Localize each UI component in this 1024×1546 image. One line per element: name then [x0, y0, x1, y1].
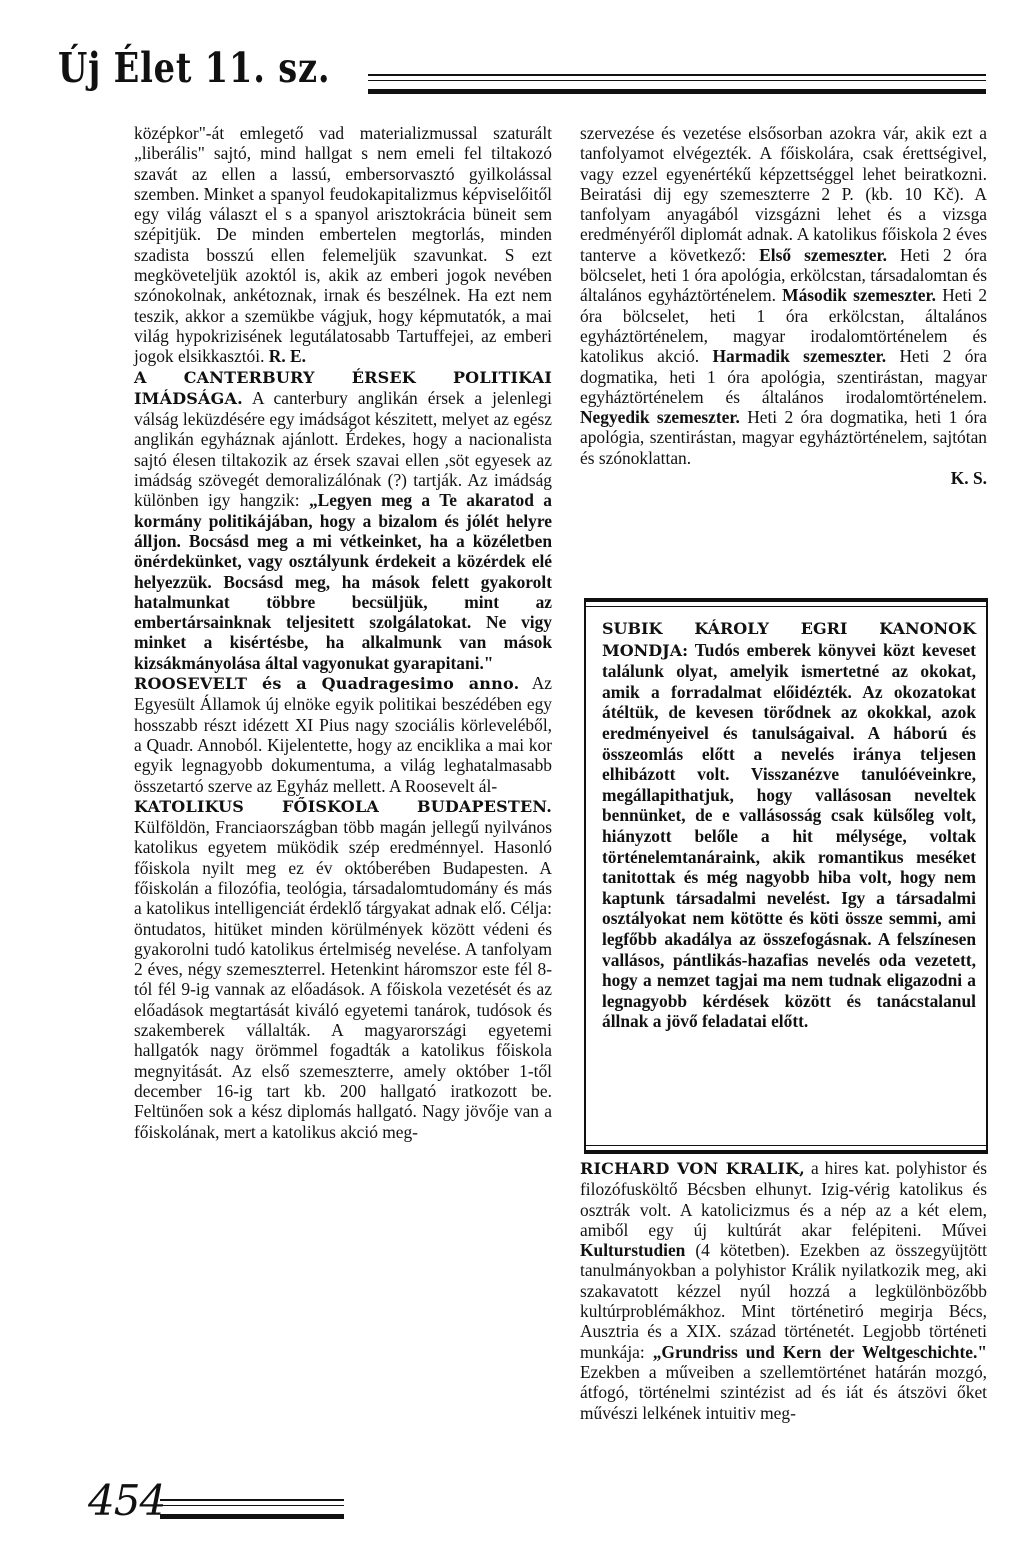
semester-4-text: Heti 2 óra dogmatika, heti 1 óra apológia, szentirástan, magyar egyháztörténelem, sajtótan és szónoklattan.: [580, 407, 987, 468]
left-p1-signature: R. E.: [268, 346, 306, 367]
left-column: [134, 123, 552, 1142]
left-paragraph-4: [134, 796, 552, 1142]
quote-box: [584, 598, 988, 1154]
left-paragraph-2: [134, 367, 552, 673]
semester-1-text: Heti 2 óra bölcselet, heti 1 óra apológia, erkölcstan, társadalomtan és általános egyháztörténelem.: [580, 244, 987, 306]
curriculum-intro: szervezése és vezetése elsősorban azokra vár, akik ezt a tanfolyamot elvégezték. A főiskolára, csak érettségivel, vagy ezzel egyenértékű képzettséggel lehet beiratkozni. Beiratási dij egy szemeszterre 2 P. (kb. 10 Kč). A tanfolyam anyagából vizsgázni lehet és a vizsga eredményéről diplomát adnak. A katolikus főiskola 2 éves tanterve a következő:: [580, 123, 987, 265]
semester-2-text: Heti 2 óra bölcselet, heti 1 óra erkölcstan, általános egyháztörténelem, magyar irodalomtörténelem és katolikus akció.: [580, 285, 988, 367]
semester-1-label: Első szemeszter.: [759, 244, 887, 265]
kralik-paragraph: [580, 1158, 987, 1423]
catholic-college-text: Külföldön, Franciaországban több magán jellegű nyilvános katolikus egyetem müködik szép eredménnyel. Hasonló főiskola nyilt meg ez év októberében Budapesten. A főiskolán a filozófia, teológia, társadalomtudomány és más a katolikus intelligenciát érdeklő tárgyakat adnak elő. Célja: öntudatos, hitüket minden körülmények között védeni és gyakorolni tudó katolikus értelmiség nevelése. A tanfolyam 2 éves, négy szemeszterrel. Hetenkint háromszor este fél 8-tól fél 9-ig vannak az előadások. A főiskola vezetését és az előadások megtartását kiváló egyetemi tanárok, tudósok és szakemberek vállalták. A magyarországi egyetemi hallgatók nagy örömmel fogadták a katolikus főiskola megnyitását. Az első szemeszterre, amely október 1-től december 16-ig tart kb. 200 hallgató iratkozott be. Feltünően sok a kész diplomás hallgató. Nagy jövője van a főiskolának, mert a katolikus akció meg-: [134, 817, 552, 1142]
canterbury-prayer: „Legyen meg a Te akaratod a kormány politikájában, hogy a bizalom és jólét helyre álljon. Bocsásd meg a mi vétkeinket, ha a közéletben önérdekünket, vagy osztályunk érdekeit a közérdek elé helyezzük. Bocsásd meg, ha mások felett gyakorolt hatalmunkat többre becsüljük, mint az embertársainknak teljesitett szolgálatokat. Ne vigy minket a kisértésbe, ha alkalmunk van mások kizsákmányolása által vagyonukat gyarapitani.": [134, 490, 552, 673]
right-signature: K. S.: [950, 468, 987, 489]
kralik-heading: RICHARD VON KRALIK,: [580, 1159, 805, 1178]
right-paragraph-1: [580, 123, 987, 468]
canterbury-text: A canterbury anglikán érsek a jelenlegi válság leküzdésére egy imádságot készitett, melyet az egész anglikán egyháznak ajánlott. Érdekes, hogy a nacionalista sajtó élesen tiltakozik az érsek szavai ellen ,söt egyesek az imádság szövegét demoralizálónak (?) tartják. Az imádság különben igy hangzik:: [134, 387, 552, 511]
kralik-text-2: (4 kötetben). Ezekben az összegyüjtött tanulmányokban a polyhistor Králik nyilatkozik meg, aki szakavatott kézzel nyúl hozzá a legkülönbözőbb kultúrproblémákhoz. Mint történetiró megirja Bécs, Ausztria és a XIX. század történetét. Legjobb történeti munkája:: [580, 1240, 987, 1362]
kralik-work-2: „Grundriss und Kern der Weltgeschichte.": [652, 1341, 987, 1362]
semester-4-label: Negyedik szemeszter.: [580, 407, 740, 428]
semester-2-label: Második szemeszter.: [782, 285, 936, 306]
box-inner-rule-bottom: [586, 1145, 986, 1146]
quote-box-heading: SUBIK KÁROLY EGRI KANONOK MONDJA:: [602, 619, 976, 660]
roosevelt-heading: ROOSEVELT és a Quadragesimo anno.: [134, 674, 520, 694]
box-inner-rule-top: [586, 606, 986, 607]
right-lower-column: [580, 1158, 987, 1423]
canterbury-heading: A CANTERBURY ÉRSEK POLITIKAI IMÁDSÁGA.: [134, 367, 552, 408]
quote-box-body: Tudós emberek könyvei közt keveset találunk olyat, amelyik ismertetné az okokat, amik a forradalmat előidézték. Az okozatokat átéltük, de kevesen törődnek az okokkal, azok eredményeivel és tanulságaival. A háború és összeomlás előtt a nevelés iránya teljesen elhibázott volt. Visszanézve tanulóéveinkre, megállapithatjuk, hogy vallásosan neveltek bennünket, de e vallásosság csak külsőleg volt, hiányzott belőle a hit mélysége, voltak történelemtanáraink, akik romantikus meséket tanitottak és még nagyobb hiba volt, hogy nem kaptunk társadalmi nevelést. Igy a társadalmi osztályokat nem kötötte és köti össze semmi, ami legfőbb akadálya az összefogásnak. A felszínesen vallásos, pántlikás-hazafias nevelés oda vezetett, hogy a nemzet tagjai ma nem tudnak eligazodni a legnagyobb kérdések között és tanácstalanul állnak a jövő feladatai előtt.: [602, 639, 976, 1032]
masthead-rule: [368, 74, 986, 94]
quote-box-text: [602, 618, 976, 1032]
kralik-text-3: Ezekben a műveiben a szellemtörténet határán mozgó, átfogó, történelmi szintézist ad és iát és átszövi őket művészi lelkének intuitiv meg-: [580, 1361, 987, 1423]
kralik-work-1: Kulturstudien: [580, 1240, 686, 1261]
right-column: [580, 123, 987, 488]
semester-3-text: Heti 2 óra dogmatika, heti 1 óra apológia, szentirástan, magyar egyháztörténelem és általános irodalomtörténelem.: [580, 346, 988, 407]
folio-rule: [160, 1499, 344, 1519]
page-number: 454: [88, 1476, 166, 1525]
left-paragraph-3: [134, 673, 552, 796]
kralik-text-1: a hires kat. polyhistor és filozófusköltő Bécsben elhunyt. Izig-vérig katolikus és osztrák volt. A katolicizmus és a nép az a két elem, amiből egy új kultúrát akar felépiteni. Művei: [580, 1158, 987, 1240]
masthead-title: Új Élet 11. sz.: [58, 44, 331, 92]
semester-3-label: Harmadik szemeszter.: [712, 346, 887, 367]
left-paragraph-1: [134, 123, 552, 367]
roosevelt-text: Az Egyesült Államok új elnöke egyik politikai beszédében egy hosszabb részt idézett XI Pius nagy szociális körleveléből, a Quadr. Annoból. Kijelentette, hogy az enciklika a mai kor egyik legnagyobb dokumentuma, a világ leghatalmasabb összetartó szerve az Egyház mellett. A Roosevelt ál-: [134, 673, 553, 796]
catholic-college-heading: KATOLIKUS FŐISKOLA BUDAPESTEN.: [134, 796, 552, 816]
left-p1-text: középkor"-át emlegető vad materializmussal szaturált „liberális" sajtó, mind hallgat s nem emeli fel tiltakozó szavát az ellen a lassú, embersorvasztó gyilkolással szemben. Minket a spanyol feudokapitalizmus képviselőitől egy világ választ el s a spanyol arisztokrácia büneit sem szépitjük. De minden embertelen megtorlás, minden szadista bosszú ellen felemeljük szavunkat. S ezt megköveteljük azoktól is, akik az emberi jogok nevében szónokolnak, ankétoznak, irnak és beszélnek. Ha ezt nem teszik, akkor a szemükbe vágjuk, hogy képmutatók, a mai világ hypokrizisének legutálatosabb Tartuffejei, az emberi jogok elsikkasztói.: [134, 123, 552, 367]
